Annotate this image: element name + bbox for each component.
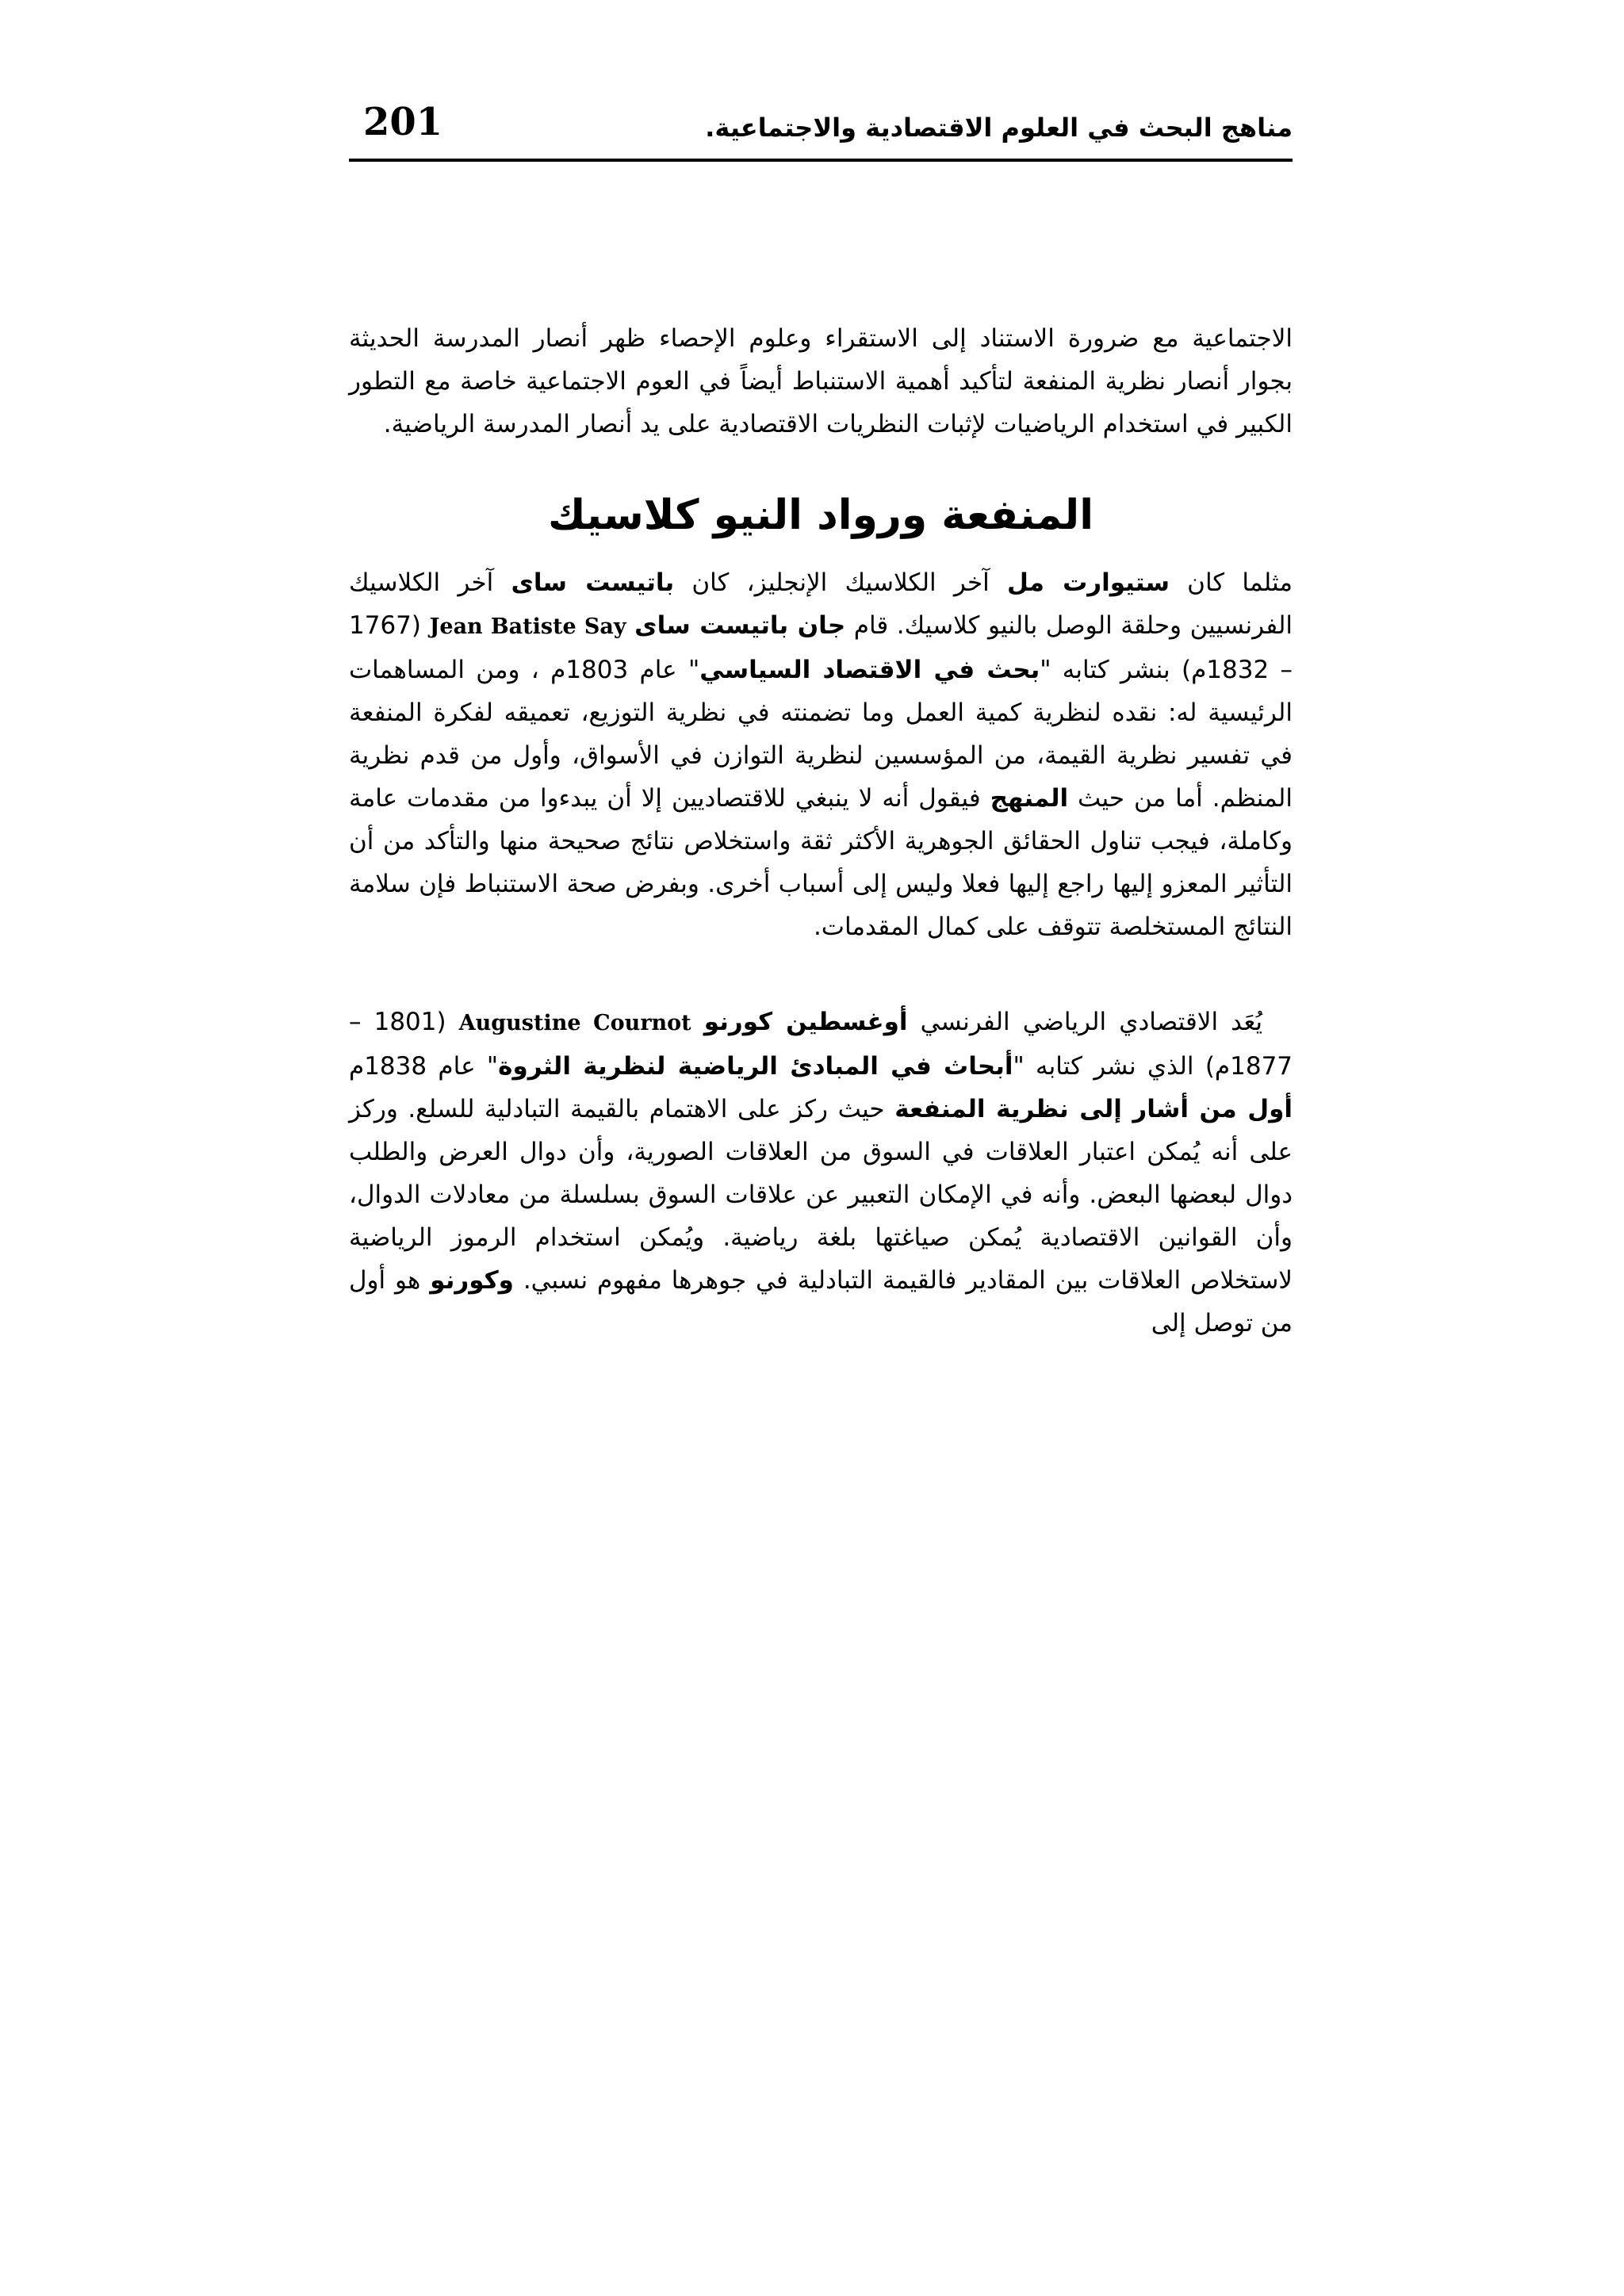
- say-latin-name: Jean Batiste Say: [429, 614, 626, 639]
- cournot-short-name: وكورنو: [430, 1266, 514, 1295]
- say-text-2: آخر الكلاسيك الإنجليز، كان: [674, 568, 1008, 597]
- running-title: مناهج البحث في العلوم الاقتصادية والاجتماعية.: [705, 113, 1293, 143]
- say-book-title: بحث في الاقتصاد السياسي: [699, 656, 1040, 684]
- section-heading: المنفعة ورواد النيو كلاسيك: [547, 492, 1094, 539]
- method-term: المنهج: [990, 784, 1069, 813]
- mill-name: ستيوارت مل: [1007, 568, 1170, 597]
- cournot-paragraph: [349, 1001, 1293, 1345]
- say-paragraph: [349, 561, 1293, 948]
- book-page: [349, 95, 1293, 1345]
- cournot-latin-name: Augustine Cournot: [458, 1011, 691, 1035]
- cournot-text-2: (1801 – 1877م) الذي نشر كتابه ": [349, 1008, 1293, 1081]
- intro-paragraph: الاجتماعية مع ضرورة الاستناد إلى الاستقراء وعلوم الإحصاء ظهر أنصار المدرسة الحديثة بجوار أنصار نظرية المنفعة لتأكيد أهمية الاستنباط أيضاً في العوم الاجتماعية خاصة مع التطور الكبير في استخدام الرياضيات لإثبات النظريات الاقتصادية على يد أنصار المدرسة الرياضية.: [349, 324, 1293, 438]
- first-utility-phrase: أول من أشار إلى نظرية المنفعة: [894, 1095, 1293, 1123]
- page-header: [349, 95, 1293, 162]
- say-text-5: " عام 1803م ، ومن المساهمات الرئيسية له: نقده لنظرية كمية العمل وما تضمنته في نظرية التوزيع، تعميقه لفكرة المنفعة في تفسير نظرية القيمة، من المؤسسين لنظرية التوازن في الأسواق، وأول من قدم نظرية المنظم. أما من حيث: [349, 656, 1293, 813]
- cournot-text-3: " عام 1838م: [349, 1052, 499, 1081]
- cournot-name: أوغسطين كورنو: [703, 1008, 908, 1036]
- cournot-book-title: أبحاث في المبادئ الرياضية لنظرية الثروة: [498, 1052, 1013, 1081]
- say-text-1: مثلما كان: [1169, 568, 1293, 597]
- say-text-6: فيقول أنه لا ينبغي للاقتصاديين إلا أن يبدءوا من مقدمات عامة وكاملة، فيجب تناول الحقائق الجوهرية الأكثر ثقة واستخلاص نتائج صحيحة منها والتأكد من أن التأثير المعزو إليها راجع إليها فعلا وليس إلى أسباب أخرى. وبفرض صحة الاستنباط فإن سلامة النتائج المستخلصة تتوقف على كمال المقدمات.: [349, 784, 1293, 941]
- section-heading-wrap: [349, 490, 1293, 561]
- cournot-text-4: حيث ركز على الاهتمام بالقيمة التبادلية للسلع. وركز على أنه يُمكن اعتبار العلاقات في السوق من العلاقات الصورية، وأن دوال العرض والطلب دوال لبعضها البعض. وأنه في الإمكان التعبير عن علاقات السوق بسلسلة من معادلات الدوال، وأن القوانين الاقتصادية يُمكن صياغتها بلغة رياضية. ويُمكن استخدام الرموز الرياضية لاستخلاص العلاقات بين المقادير فالقيمة التبادلية في جوهرها مفهوم نسبي.: [349, 1095, 1293, 1295]
- say-text-3: آخر الكلاسيك الفرنسيين وحلقة الوصل بالنيو كلاسيك. قام: [349, 568, 1293, 640]
- say-name: باتيست ساى: [511, 568, 675, 597]
- say-full-name: جان باتيست ساى: [634, 611, 846, 640]
- cournot-text-5: هو أول من توصل إلى: [349, 1266, 1293, 1337]
- page-number: 201: [363, 100, 443, 144]
- say-text-4: (1767 – 1832م) بنشر كتابه ": [349, 611, 1293, 684]
- cournot-text-1: يُعَد الاقتصادي الرياضي الفرنسي: [907, 1008, 1263, 1036]
